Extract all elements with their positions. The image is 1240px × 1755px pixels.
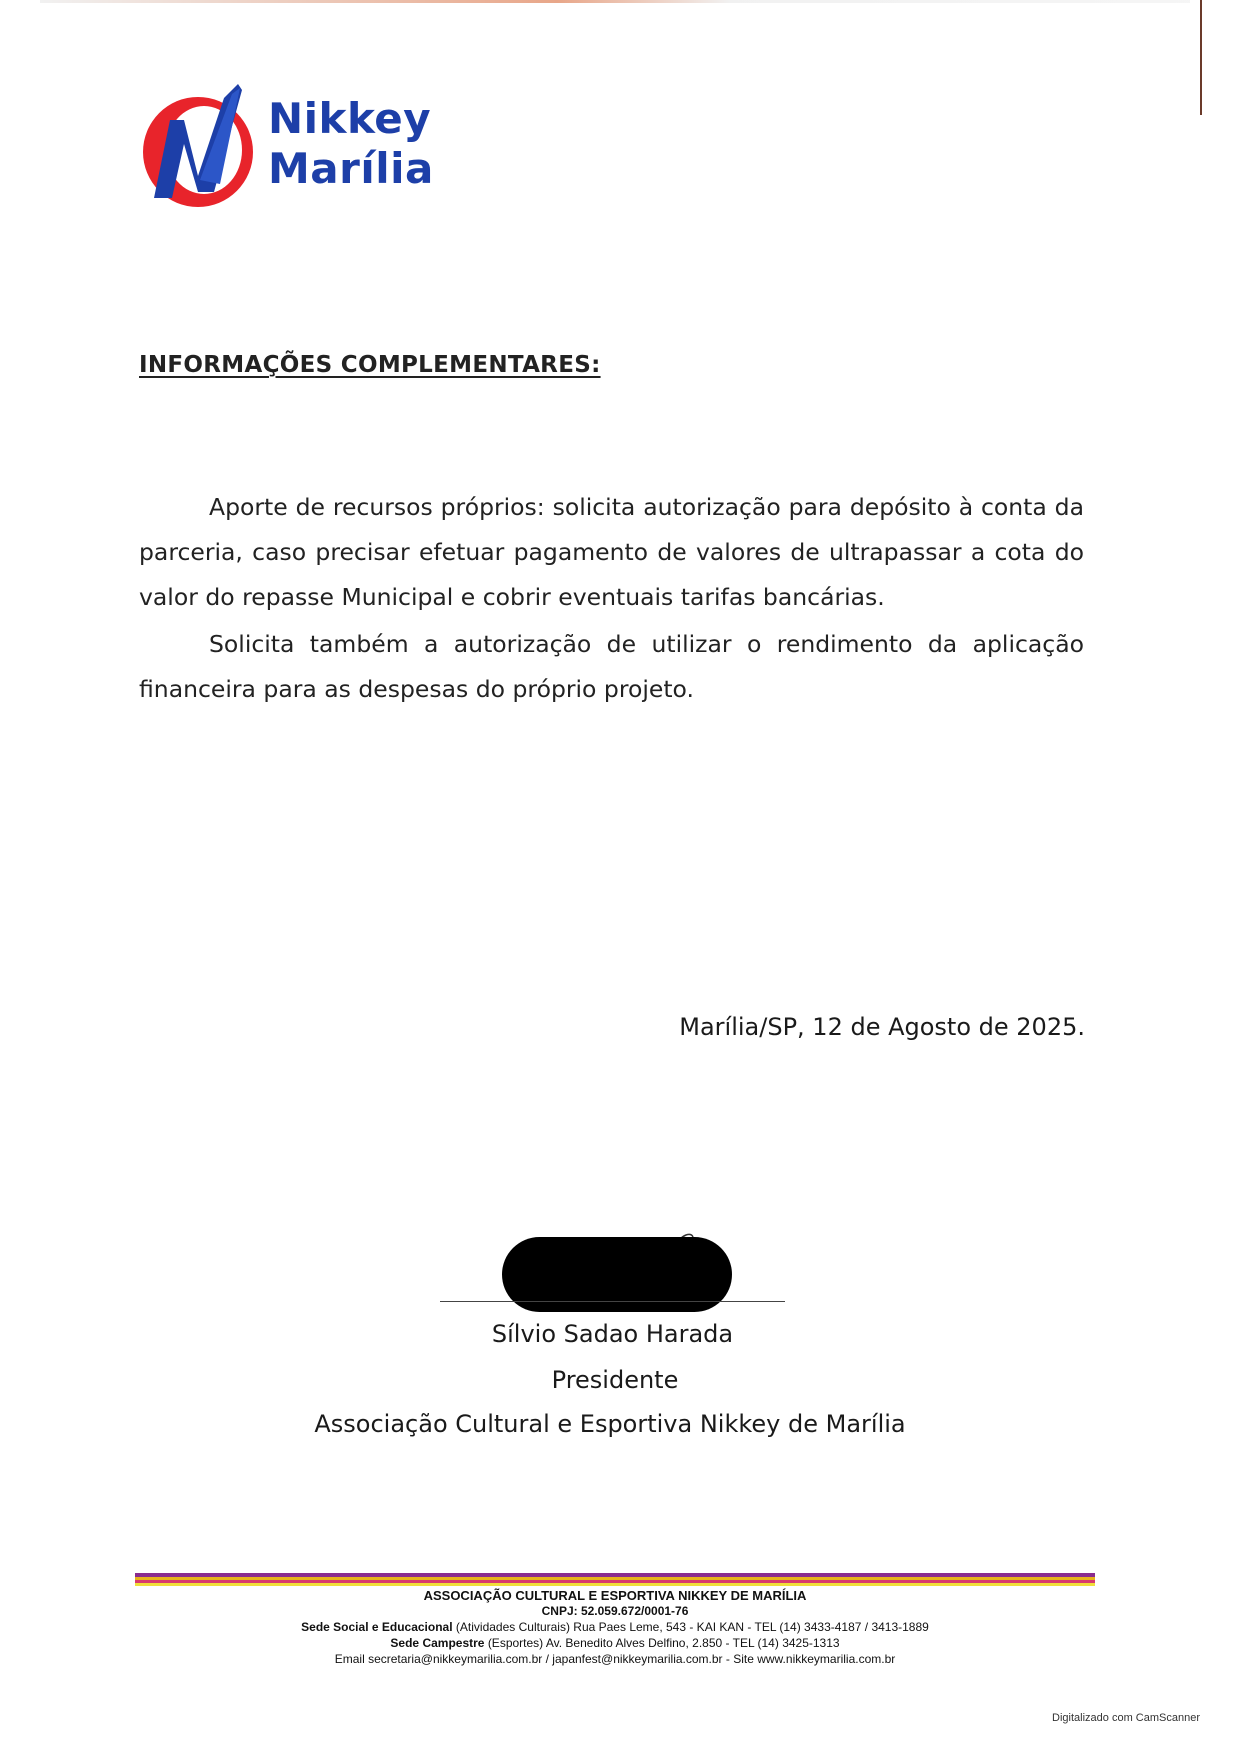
footer-sede-campestre-text: (Esportes) Av. Benedito Alves Delfino, 2.850 - TEL (14) 3425-1313	[487, 1636, 840, 1650]
footer-sede-campestre-label: Sede Campestre	[390, 1636, 485, 1650]
scanner-watermark: Digitalizado com CamScanner	[1052, 1712, 1200, 1724]
footer-contact-line: Email secretaria@nikkeymarilia.com.br / japanfest@nikkeymarilia.com.br - Site www.nikkeymarilia.com.br	[334, 1652, 896, 1666]
footer-sede-campestre	[135, 1636, 1095, 1650]
nikkey-marilia-logo	[140, 80, 460, 215]
document-body	[139, 485, 1084, 712]
footer-organization: ASSOCIAÇÃO CULTURAL E ESPORTIVA NIKKEY DE MARÍLIA	[423, 1588, 807, 1603]
signatory-organization: Associação Cultural e Esportiva Nikkey de Marília	[314, 1410, 906, 1438]
signatory-name: Sílvio Sadao Harada	[491, 1320, 734, 1348]
document-heading: INFORMAÇÕES COMPLEMENTARES:	[139, 352, 601, 378]
nikkey-logo-mark-icon	[140, 80, 265, 215]
paragraph-aporte: Aporte de recursos próprios: solicita autorização para depósito à conta da parceria, caso precisar efetuar pagamento de valores de ultrapassar a cota do valor do repasse Municipal e cobrir eventuais tarifas bancárias.	[139, 493, 1084, 611]
logo-text-line2: Marília	[268, 144, 434, 193]
scan-top-edge	[40, 0, 1190, 3]
footer-sede-social-text: (Atividades Culturais) Rua Paes Leme, 543 - KAI KAN - TEL (14) 3433-4187 / 3413-1889	[455, 1620, 929, 1634]
scan-right-edge	[1200, 0, 1202, 115]
footer-sede-social	[135, 1620, 1095, 1634]
footer-cnpj: CNPJ: 52.059.672/0001-76	[541, 1604, 689, 1618]
footer-sede-social-label: Sede Social e Educacional	[301, 1620, 453, 1634]
signature-line	[440, 1301, 785, 1302]
logo-text-line1: Nikkey	[268, 94, 432, 143]
signature-block	[440, 1215, 790, 1310]
paragraph-rendimento: Solicita também a autorização de utilizar o rendimento da aplicação financeira para as despesas do próprio projeto.	[139, 630, 1084, 703]
letterhead-footer	[135, 1573, 1095, 1666]
footer-color-stripes	[135, 1573, 1095, 1587]
signatory-role: Presidente	[551, 1366, 679, 1394]
document-date: Marília/SP, 12 de Agosto de 2025.	[679, 1013, 1085, 1041]
